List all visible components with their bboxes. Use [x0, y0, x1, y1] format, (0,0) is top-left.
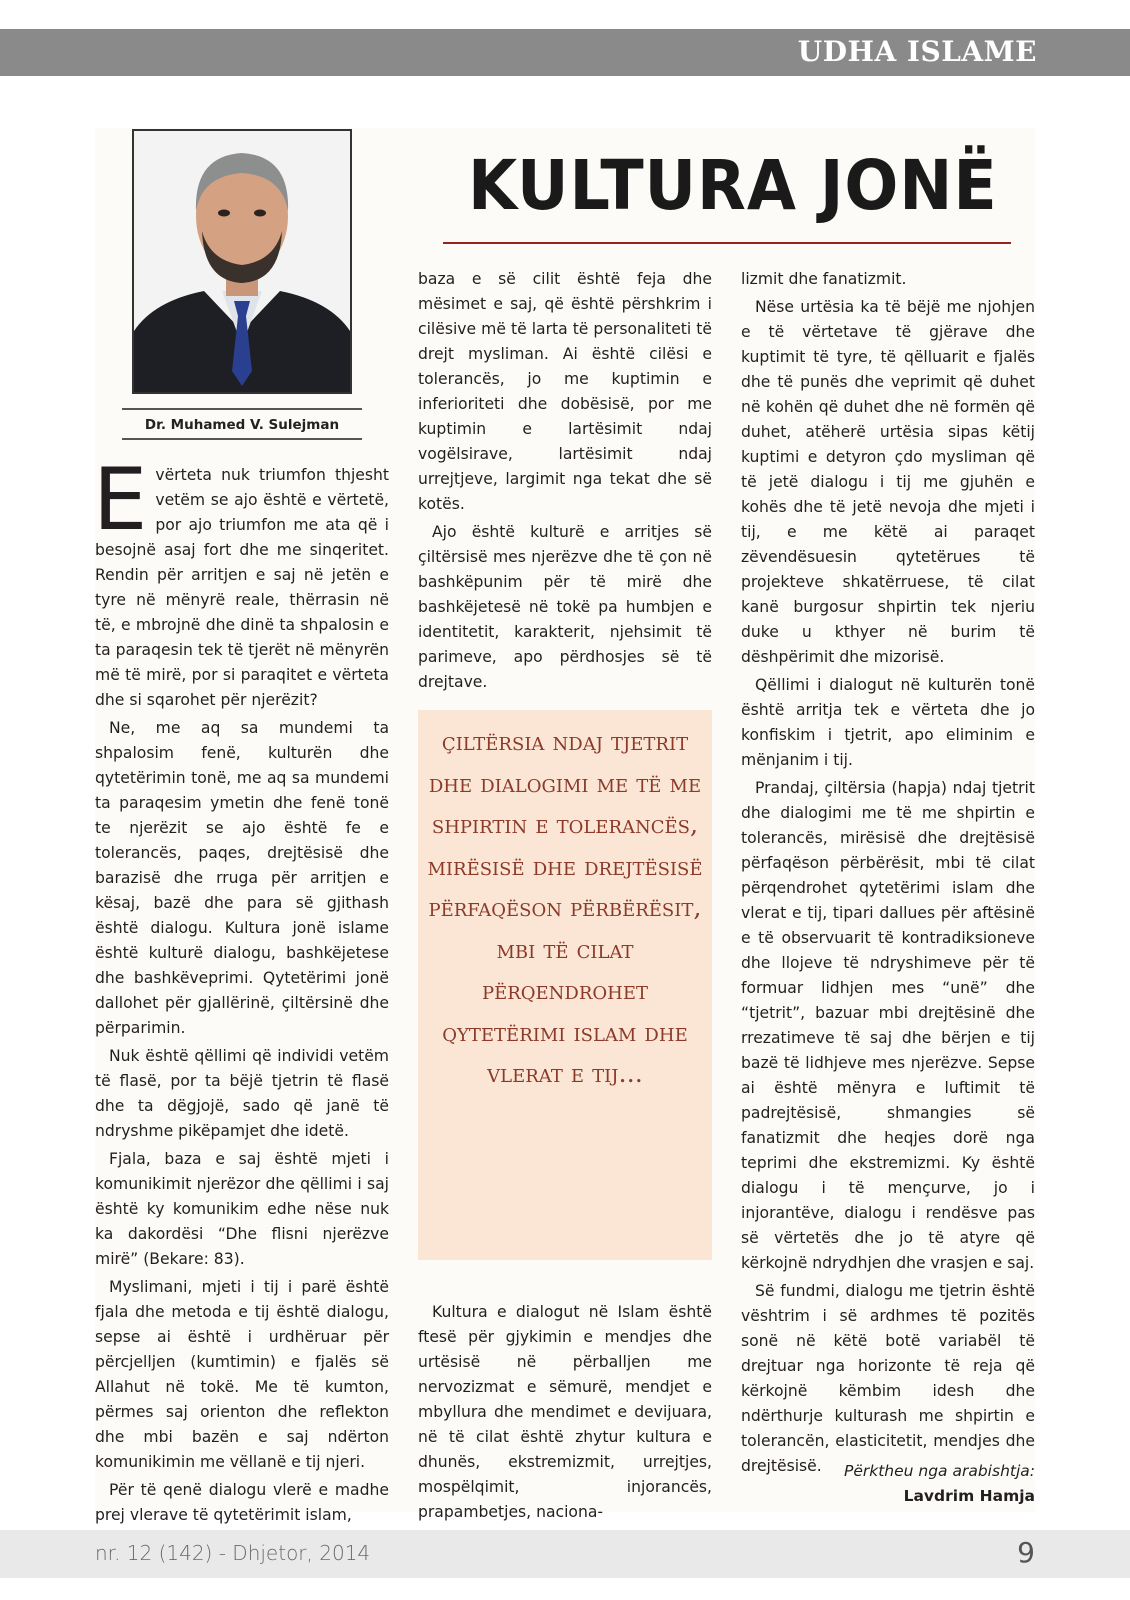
paragraph: baza e së cilit është feja dhe mësimet e saj, që është përshkrim i cilësive më të larta të personaliteti të drejt mysliman. Ai është cilësi e tolerancës, jo me kuptimin e inferioriteti dhe dobësisë, por me kuptimin e lartësimit ndaj vogëlsirave, lartësimit ndaj urrejtjeve, largimit nga tekat dhe së kotës.	[418, 270, 712, 513]
paragraph: Prandaj, çiltërsia (hapja) ndaj tjetrit dhe dialogimi me të me shpirtin e tolerancës, mirësisë dhe drejtësisë përfaqëson përbërësit, mbi të cilat përqendrohet qytetërimi islam dhe vlerat e tij, tipari dallues për aftësinë e të observuarit të kontradiksioneve dhe llojeve të ndryshimeve për të formuar lidhjen mes “unë” dhe “tjetrit”, bazuar mbi drejtësinë dhe rrezatimeve të saj dhe bërjen e tij bazë të lidhjeve mes njerëzve. Sepse ai është mënyra e luftimit të padrejtësisë, shmangies së fanatizmit dhe heqjes dorë nga teprimi dhe ekstremizmi. Ky është dialogu i të mençurve, jo i injorantëve, dialogu i rendësve pas së vërtetës dhe jo të atyre që kërkojnë ndrydhjen dhe vrasjen e saj.	[741, 779, 1035, 1272]
author-rule-top	[122, 408, 362, 410]
paragraph: Për të qenë dialogu vlerë e madhe prej vlerave të qytetërimit islam,	[95, 1481, 389, 1524]
column-2	[418, 267, 712, 695]
paragraph: Myslimani, mjeti i tij i parë është fjala dhe metoda e tij është dialogu, sepse ai është i urdhëruar për përcjelljen (kumtimin) e fjalës së Allahut në tokë. Me të kumton, përmes saj orienton dhe reflekton dhe mbi bazën e saj ndërton komunikimin me vëllanë e tij njeri.	[95, 1278, 389, 1471]
pull-quote: çiltërsia ndaj tjetrit dhe dialogimi me të me shpirtin e tolerancës, mirësisë dhe drejtësisë përfaqëson përbërësit, mbi të cilat përqendrohet qytetërimi islam dhe vlerat e tij...	[427, 727, 703, 1089]
dropcap: E	[93, 450, 148, 550]
paragraph: Nuk është qëllimi që individi vetëm të flasë, por ta bëjë tjetrin të flasë dhe ta dëgjojë, sado që janë të ndryshme pikëpamjet dhe idetë.	[95, 1047, 389, 1140]
magazine-name: UDHA ISLAME	[797, 35, 1037, 68]
column-2-bottom	[418, 1300, 712, 1525]
translator-name: Lavdrim Hamja	[903, 1487, 1035, 1505]
paragraph: Ajo është kulturë e arritjes së çiltërsisë mes njerëzve dhe të çon në bashkëpunim për të mirë dhe bashkëjetesë në tokë pa humbjen e identitetit, karakterit, njehsimit të parimeve, apo përdhosjes së të drejtave.	[418, 523, 712, 691]
title-rule	[443, 242, 1011, 244]
column-1	[93, 450, 389, 1528]
paragraph: Qëllimi i dialogut në kulturën tonë është arritja tek e vërteta dhe jo konfiskim i tjetrit, apo eliminim e mënjanim i tij.	[741, 676, 1035, 769]
header-bar	[0, 29, 1130, 76]
pull-quote-box	[418, 710, 712, 1260]
paragraph	[93, 450, 389, 713]
paragraph: Ne, me aq sa mundemi ta shpalosim fenë, kulturën dhe qytetërimin tonë, me aq sa mundemi ta paraqesim ymetin dhe fenë tonë te njerëzit se ajo është fe e tolerancës, paqes, drejtësisë dhe barazisë dhe rruga për arritjen e kësaj, bazë dhe para së gjithash është dialogu. Kultura jonë islame është kulturë dialogu, bashkëjetese dhe bashkëveprimi. Qytetërimi jonë dallohet për gjallërinë, çiltërsinë dhe përparimin.	[95, 719, 389, 1037]
column-3	[741, 267, 1035, 1479]
author-photo	[132, 129, 352, 394]
paragraph-text: vërteta nuk triumfon thjesht vetëm se ajo është e vërtetë, por ajo triumfon me ata që i besojnë asaj fort dhe me sinqeritet. Rendin për arritjen e saj në jetën e tyre në mënyrë reale, thërrasin në të, e mbrojnë dhe dinë ta shpalosin e ta paraqesin tek të tjerët në mënyrën më të mirë, por si paraqitet e vërteta dhe si sqarohet për njerëzit?	[95, 466, 389, 709]
paragraph: Fjala, baza e saj është mjeti i komunikimit njerëzor dhe qëllimi i saj është ky komunikim edhe nëse nuk ka dakordësi “Dhe flisni njerëzve mirë” (Bekare: 83).	[95, 1150, 389, 1268]
translator-label: Përktheu nga arabishtja:	[843, 1462, 1035, 1480]
page-number: 9	[1017, 1536, 1035, 1569]
paragraph: Kultura e dialogut në Islam është ftesë për gjykimin e mendjes dhe urtësisë në përballjen me nervozizmat e sëmurë, mendjet e mbyllura dhe mendimet e devijuara, në të cilat është zhytur kultura e dhunës, ekstremizmit, urrejtjes, mospëlqimit, injorancës, prapambetjes, naciona-	[418, 1303, 712, 1521]
paragraph: Nëse urtësia ka të bëjë me njohjen e të vërtetave të gjërave dhe kuptimit të tyre, të qëlluarit e fjalës dhe të punës dhe veprimit që duhet në kohën që duhet dhe në formën që duhet, atëherë urtësia sipas këtij kuptimi e detyron çdo mysliman që të jetë dialogu i tij me gjuhën e kohës dhe të jetë nevoja dhe mjeti i tij, e me këtë ai paraqet zëvendësuesin qytetërues të projekteve shkatërruese, të cilat kanë burgosur shpirtin tek njeriu duke u kthyer në burim të dëshpërimit dhe mizorisë.	[741, 298, 1035, 666]
footer-bar	[0, 1530, 1130, 1578]
issue-info: nr. 12 (142) - Dhjetor, 2014	[95, 1541, 371, 1565]
article-title: KULTURA JONË	[468, 146, 998, 226]
author-name: Dr. Muhamed V. Sulejman	[144, 417, 340, 433]
paragraph: Së fundmi, dialogu me tjetrin është vështrim i së ardhmes të pozitës sonë në këtë botë variabël të drejtuar nga horizonte të reja që kërkojnë këmbim idesh dhe ndërthurje kulturash me shpirtin e tolerancën, elasticitetit, mendjes dhe drejtësisë.	[741, 1282, 1035, 1475]
author-rule-bottom	[122, 438, 362, 440]
paragraph: lizmit dhe fanatizmit.	[741, 270, 907, 288]
author-portrait-image	[134, 131, 350, 392]
